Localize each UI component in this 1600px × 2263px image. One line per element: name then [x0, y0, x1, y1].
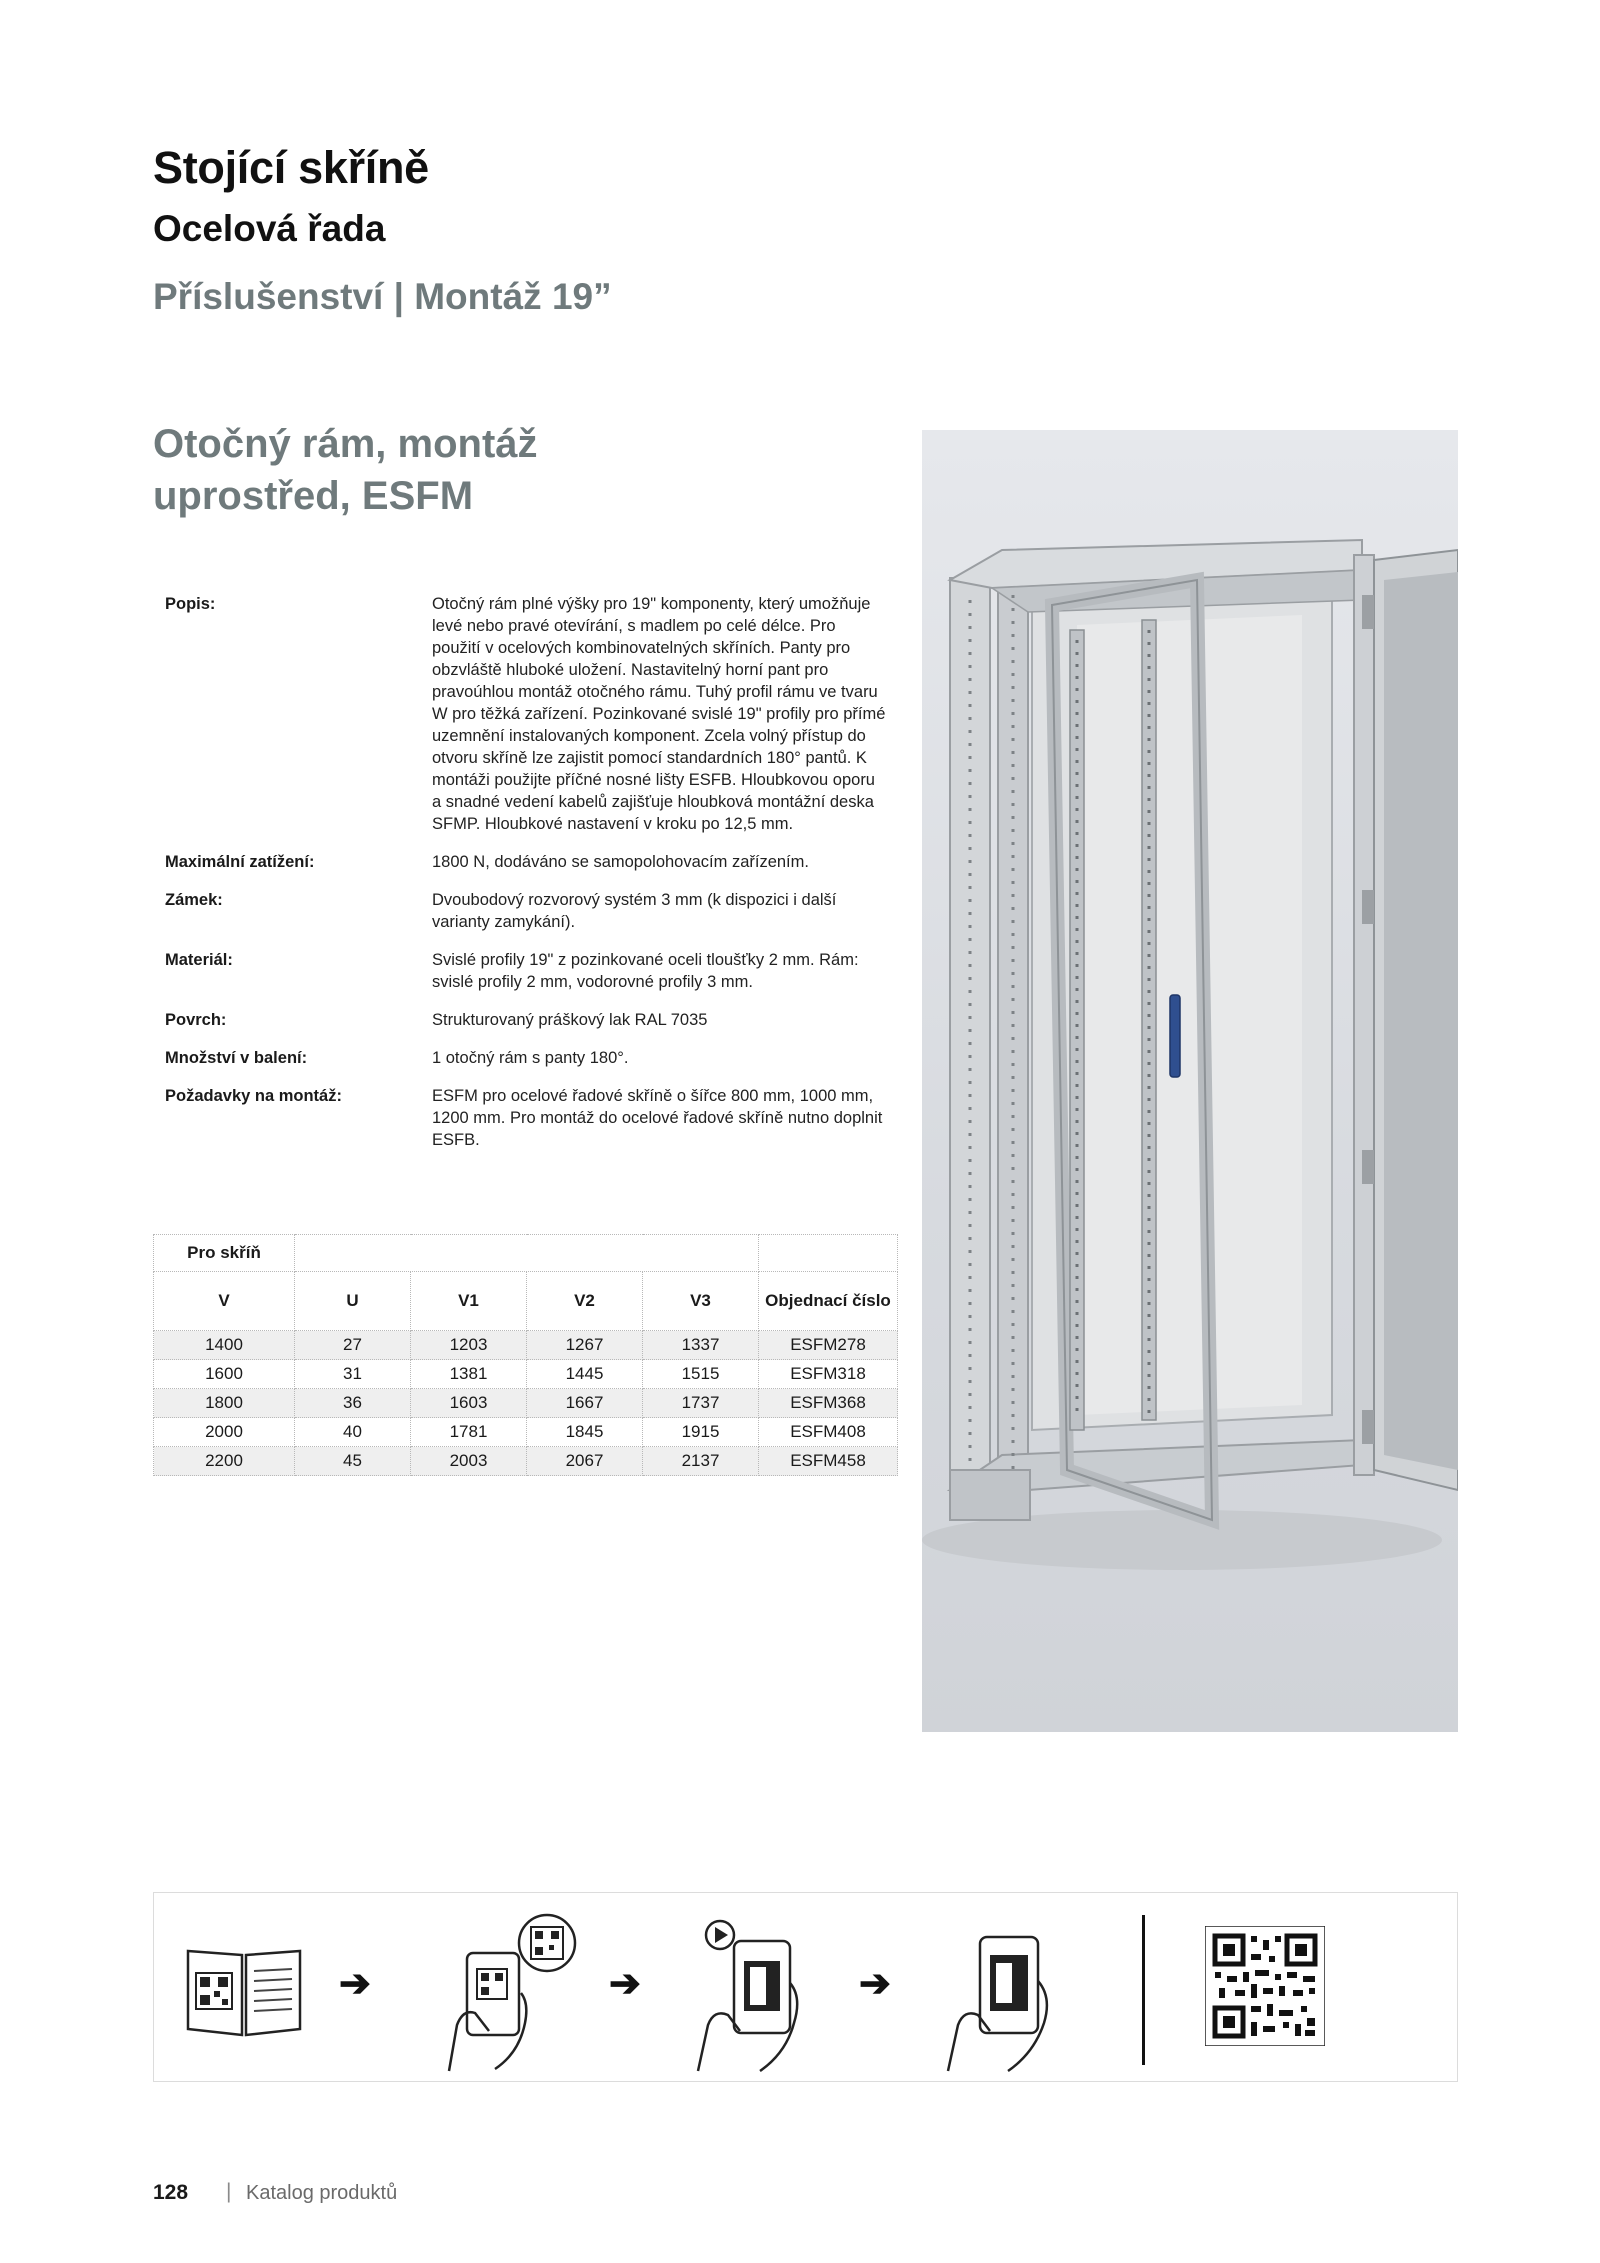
spec-row-lock [165, 889, 890, 933]
spec-row-max-load [165, 851, 890, 873]
cabinet-illustration [922, 430, 1458, 1732]
spec-value: Svislé profily 19" z pozinkované oceli tloušťky 2 mm. Rám: svislé profily 2 mm, vodorovné profily 3 mm. [432, 951, 859, 991]
hand-video-phone-icon [684, 1911, 834, 2073]
spec-row-mounting [165, 1085, 890, 1151]
product-title [153, 418, 538, 522]
catalog-label: Katalog produktů [246, 2182, 398, 2204]
arrow-right-icon: ➔ [339, 1963, 371, 2005]
table-row: 2000 40 1781 1845 1915 ESFM408 [154, 1418, 898, 1447]
spec-label: Maximální zatížení: [165, 853, 315, 871]
spec-row-package [165, 1047, 890, 1069]
spec-value: 1 otočný rám s panty 180°. [432, 1049, 629, 1067]
spec-label: Požadavky na montáž: [165, 1087, 342, 1105]
spec-label: Zámek: [165, 891, 223, 909]
divider [1142, 1915, 1145, 2065]
qr-instructions-panel [153, 1892, 1458, 2082]
arrow-right-icon: ➔ [859, 1963, 891, 2005]
column-header: Objednací číslo [759, 1272, 898, 1331]
column-header: V3 [643, 1272, 759, 1331]
dimensions-table [153, 1234, 898, 1476]
spec-row-material [165, 949, 890, 993]
spec-label: Popis: [165, 595, 216, 613]
arrow-right-icon: ➔ [609, 1963, 641, 2005]
spec-value: 1800 N, dodáváno se samopolohovacím zařízením. [432, 853, 809, 871]
spec-value: Dvoubodový rozvorový systém 3 mm (k dispozici i další varianty zamykání). [432, 891, 837, 931]
table-row: 2200 45 2003 2067 2137 ESFM458 [154, 1447, 898, 1476]
page-title: Stojící skříně [153, 142, 429, 193]
spec-value: ESFM pro ocelové řadové skříně o šířce 800 mm, 1000 mm, 1200 mm. Pro montáž do ocelové řadové skříně nutno doplnit ESFB. [432, 1087, 883, 1149]
spec-value: Strukturovaný práškový lak RAL 7035 [432, 1011, 708, 1029]
section-title: Příslušenství | Montáž 19” [153, 276, 612, 317]
column-header: V2 [527, 1272, 643, 1331]
table-group-header: Pro skříň [154, 1235, 295, 1272]
table-row: 1800 36 1603 1667 1737 ESFM368 [154, 1389, 898, 1418]
hand-scan-qr-icon [429, 1913, 589, 2073]
footer-separator: | [226, 2180, 232, 2203]
open-book-qr-icon [184, 1931, 304, 2041]
spec-list [165, 593, 890, 1167]
qr-code-icon [1205, 1926, 1325, 2046]
product-title-line2: uprostřed, ESFM [153, 474, 474, 518]
spec-value: Otočný rám plné výšky pro 19" komponenty, který umožňuje levé nebo pravé otevírání, s madlem po celé délce. Pro použití v ocelových kombinovatelných skříních. Panty pro obzvláště hluboké uložení. Nastavitelný horní pant pro pravoúhlou montáž otočného rámu. Tuhý profil rámu ve tvaru W pro těžká zařízení. Pozinkované svislé 19" profily pro přímé uzemnění instalovaných komponent. Zcela volný přístup do otvoru skříně lze zajistit pomocí standardních 180° pantů. K montáži použijte příčné nosné lišty ESFB. Hloubkovou oporu a snadné vedení kabelů zajišťuje hloubková montážní deska SFMP. Hloubkové nastavení v kroku po 12,5 mm. [432, 595, 886, 833]
spec-label: Materiál: [165, 951, 233, 969]
hand-phone-icon [934, 1911, 1084, 2073]
table-row: 1600 31 1381 1445 1515 ESFM318 [154, 1360, 898, 1389]
product-photo [922, 430, 1458, 1732]
column-header: V [154, 1272, 295, 1331]
column-header: U [295, 1272, 411, 1331]
table-row: 1400 27 1203 1267 1337 ESFM278 [154, 1331, 898, 1360]
spec-row-description [165, 593, 890, 835]
spec-label: Množství v balení: [165, 1049, 308, 1067]
page-number: 128 [153, 2181, 189, 2204]
product-title-line1: Otočný rám, montáž [153, 422, 538, 466]
column-header: V1 [411, 1272, 527, 1331]
page-subtitle: Ocelová řada [153, 208, 386, 249]
spec-row-surface [165, 1009, 890, 1031]
spec-label: Povrch: [165, 1011, 227, 1029]
